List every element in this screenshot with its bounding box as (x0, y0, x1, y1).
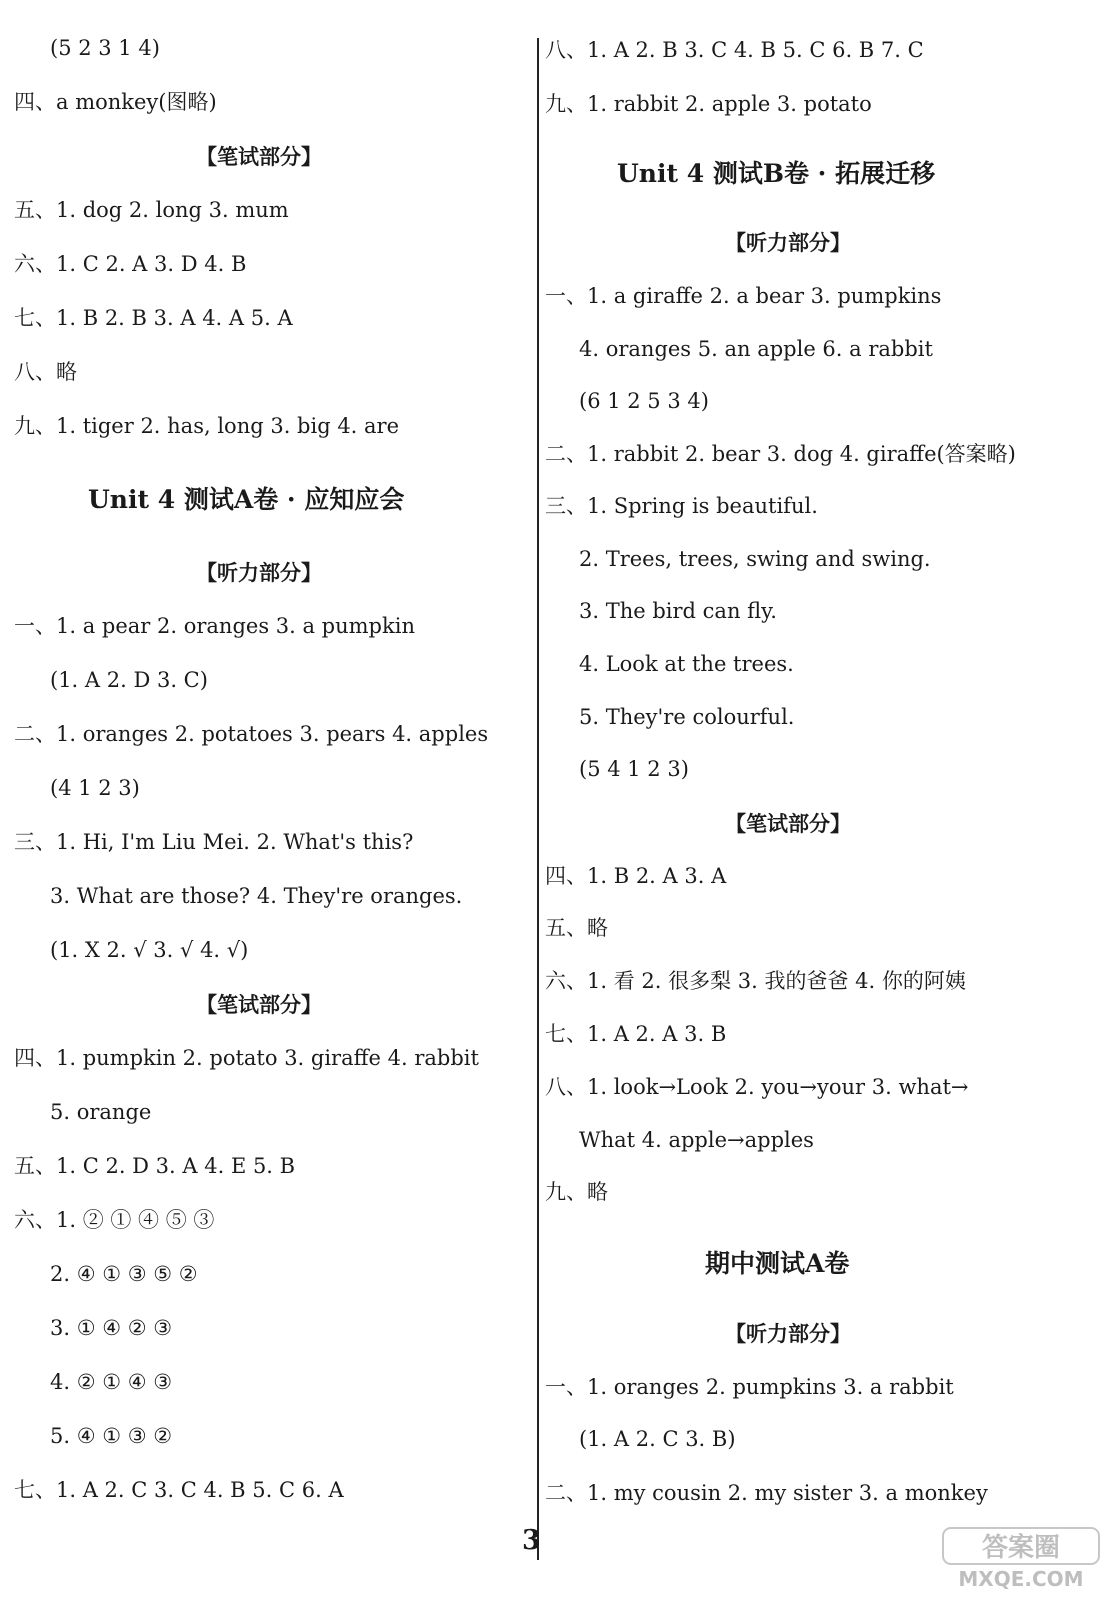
answer-line: 二、1. rabbit 2. bear 3. dog 4. giraffe(答案略) (545, 442, 1016, 466)
exam-title: 期中测试A卷 (705, 1249, 850, 1278)
answer-line: 四、a monkey(图略) (14, 90, 217, 114)
answer-line: 四、1. pumpkin 2. potato 3. giraffe 4. rabbit (14, 1046, 479, 1070)
section-heading: 【笔试部分】 (196, 144, 322, 169)
column-divider (537, 38, 539, 1560)
answer-line: 3. The bird can fly. (579, 599, 777, 623)
answer-line: (6 1 2 5 3 4) (579, 389, 709, 413)
watermark-url: MXQE.COM (958, 1567, 1084, 1591)
answer-line: 九、1. tiger 2. has, long 3. big 4. are (14, 414, 400, 438)
answer-line: 九、略 (545, 1180, 608, 1204)
answer-line: 七、1. A 2. C 3. C 4. B 5. C 6. A (14, 1478, 344, 1502)
answer-line: 2. Trees, trees, swing and swing. (579, 547, 931, 571)
answer-line: What 4. apple→apples (579, 1128, 814, 1152)
answer-line: 5. orange (50, 1100, 152, 1124)
answer-line: 八、1. A 2. B 3. C 4. B 5. C 6. B 7. C (545, 38, 924, 62)
answer-line: 九、1. rabbit 2. apple 3. potato (545, 92, 872, 116)
section-heading: 【笔试部分】 (196, 992, 322, 1017)
answer-line: (5 2 3 1 4) (50, 36, 160, 60)
answer-line: 二、1. my cousin 2. my sister 3. a monkey (545, 1481, 988, 1505)
answer-line: (1. A 2. C 3. B) (579, 1427, 736, 1451)
answer-line: 3. ① ④ ② ③ (50, 1316, 173, 1340)
answer-line: 4. Look at the trees. (579, 652, 794, 676)
answer-line: 一、1. a pear 2. oranges 3. a pumpkin (14, 614, 415, 638)
section-heading: 【听力部分】 (725, 230, 851, 255)
answer-line: 五、1. dog 2. long 3. mum (14, 198, 289, 222)
answer-line: 一、1. a giraffe 2. a bear 3. pumpkins (545, 284, 942, 308)
answer-line: 3. What are those? 4. They're oranges. (50, 884, 463, 908)
answer-line: (1. A 2. D 3. C) (50, 668, 208, 692)
answer-line: 八、略 (14, 360, 77, 384)
section-heading: 【听力部分】 (196, 560, 322, 585)
answer-line: 4. oranges 5. an apple 6. a rabbit (579, 337, 933, 361)
section-heading: 【笔试部分】 (725, 811, 851, 836)
answer-line: 二、1. oranges 2. potatoes 3. pears 4. apples (14, 722, 489, 746)
watermark-text: 答案圈 (981, 1533, 1061, 1563)
page-number: 3 (522, 1525, 541, 1556)
answer-line: 六、1. ② ① ④ ⑤ ③ (14, 1208, 215, 1232)
watermark-logo (941, 1526, 1101, 1592)
answer-line: 4. ② ① ④ ③ (50, 1370, 173, 1394)
unit-title: Unit 4 测试A卷 · 应知应会 (88, 485, 405, 514)
unit-title: Unit 4 测试B卷 · 拓展迁移 (617, 159, 936, 188)
answer-line: 八、1. look→Look 2. you→your 3. what→ (545, 1075, 969, 1099)
answer-line: (4 1 2 3) (50, 776, 140, 800)
answer-line: 5. ④ ① ③ ② (50, 1424, 173, 1448)
answer-line: 5. They're colourful. (579, 705, 795, 729)
answer-line: (5 4 1 2 3) (579, 757, 689, 781)
answer-line: 一、1. oranges 2. pumpkins 3. a rabbit (545, 1375, 954, 1399)
answer-line: 五、略 (545, 916, 608, 940)
answer-line: 五、1. C 2. D 3. A 4. E 5. B (14, 1154, 296, 1178)
answer-line: 七、1. B 2. B 3. A 4. A 5. A (14, 306, 293, 330)
answer-line: 四、1. B 2. A 3. A (545, 864, 727, 888)
answer-line: (1. X 2. √ 3. √ 4. √) (50, 938, 249, 962)
answer-line: 六、1. 看 2. 很多梨 3. 我的爸爸 4. 你的阿姨 (545, 969, 966, 993)
answer-line: 六、1. C 2. A 3. D 4. B (14, 252, 247, 276)
answer-line: 三、1. Spring is beautiful. (545, 494, 818, 518)
answer-line: 七、1. A 2. A 3. B (545, 1022, 727, 1046)
answer-line: 2. ④ ① ③ ⑤ ② (50, 1262, 198, 1286)
answer-line: 三、1. Hi, I'm Liu Mei. 2. What's this? (14, 830, 414, 854)
section-heading: 【听力部分】 (725, 1321, 851, 1346)
